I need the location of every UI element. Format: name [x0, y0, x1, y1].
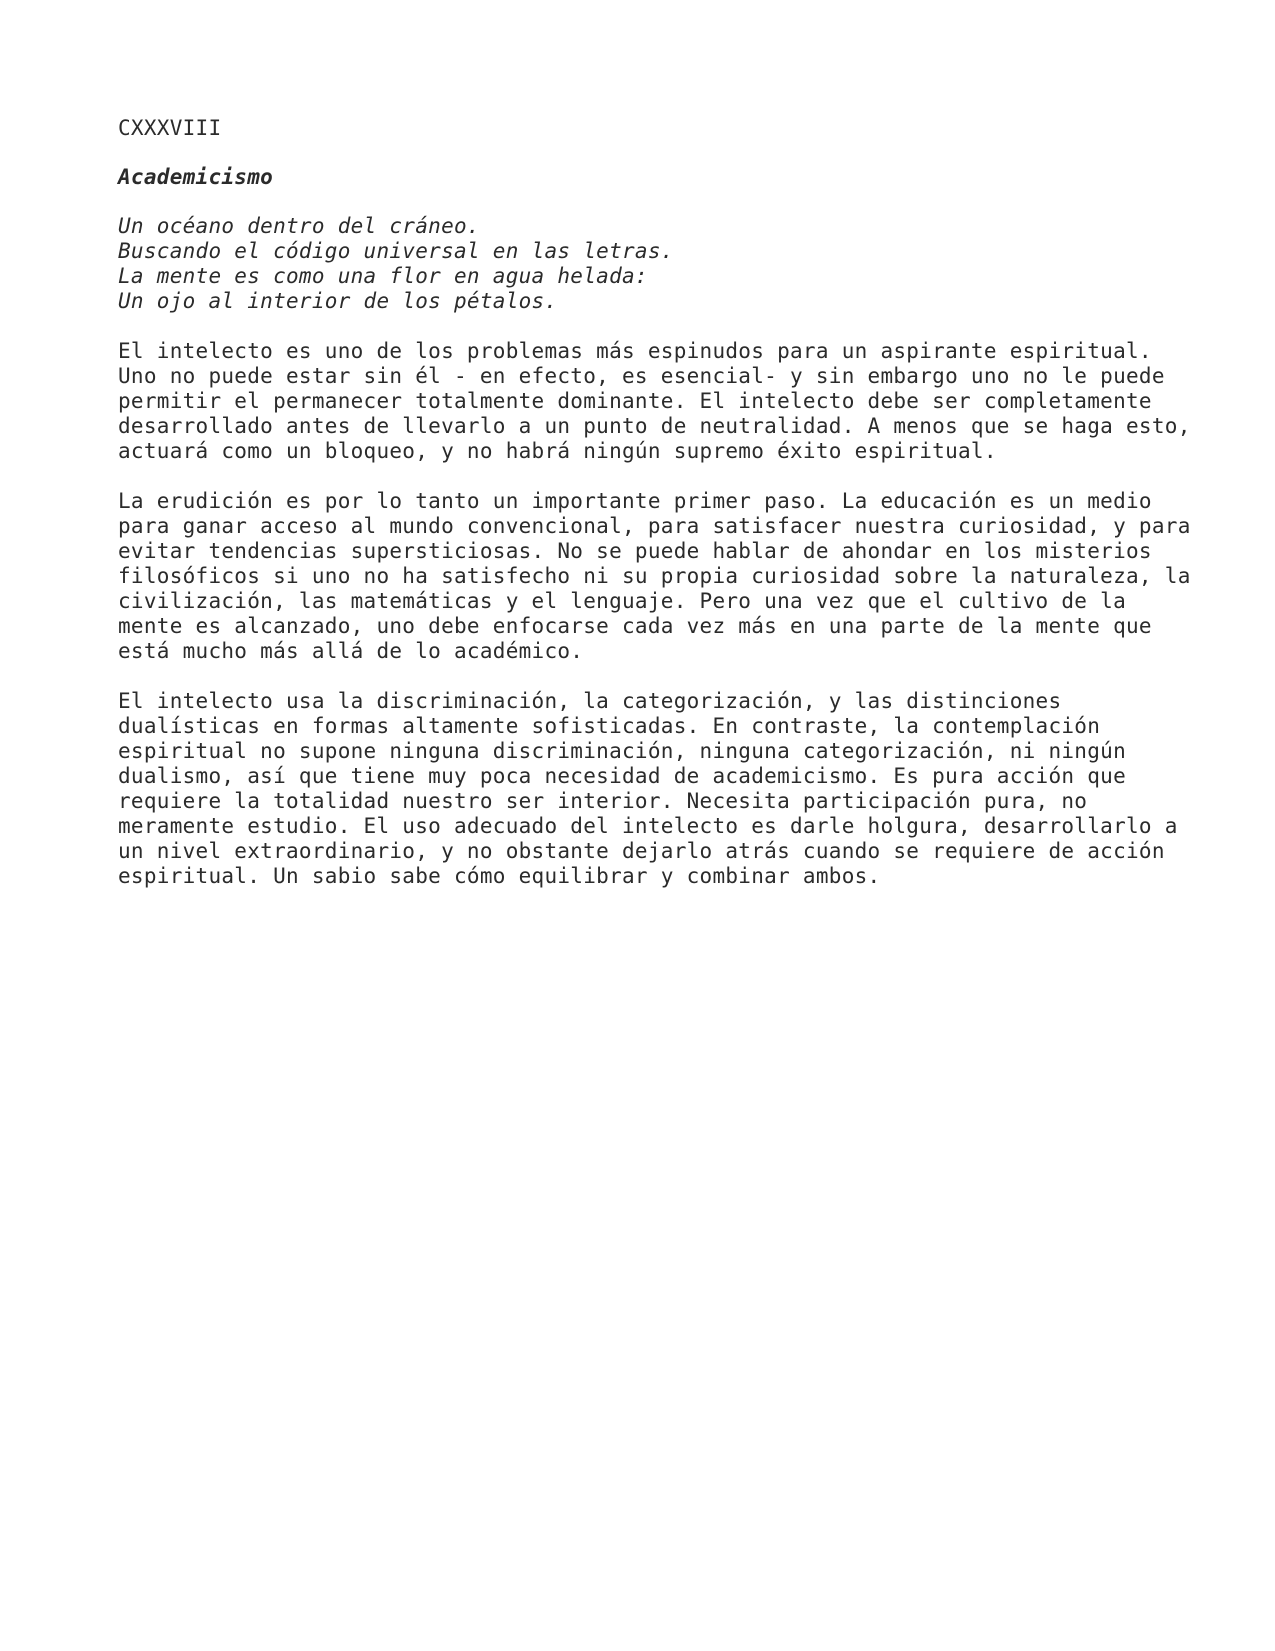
paragraph-line: un nivel extraordinario, y no obstante dejarlo atrás cuando se requiere de acción [118, 839, 1165, 863]
paragraph-line: requiere la totalidad nuestro ser interior. Necesita participación pura, no [118, 789, 1088, 813]
verse-line: La mente es como una flor en agua helada: [118, 264, 648, 288]
paragraph-line: desarrollado antes de llevarlo a un punto de neutralidad. A menos que se haga esto, [118, 414, 1191, 438]
paragraph-line: para ganar acceso al mundo convencional, para satisfacer nuestra curiosidad, y para [118, 514, 1191, 538]
paragraph-1 [118, 339, 1218, 464]
paragraph-line: El intelecto usa la discriminación, la categorización, y las distinciones [118, 689, 1062, 713]
verse-line: Un océano dentro del cráneo. [118, 214, 480, 238]
paragraph-line: está mucho más allá de lo académico. [118, 639, 584, 663]
paragraph-line: espiritual. Un sabio sabe cómo equilibrar y combinar ambos. [118, 864, 881, 888]
paragraph-line: evitar tendencias supersticiosas. No se puede hablar de ahondar en los misterios [118, 539, 1152, 563]
paragraph-line: espiritual no supone ninguna discriminación, ninguna categorización, ni ningún [118, 739, 1126, 763]
chapter-number: CXXXVIII [118, 116, 222, 140]
paragraph-line: civilización, las matemáticas y el lenguaje. Pero una vez que el cultivo de la [118, 589, 1126, 613]
paragraph-line: dualismo, así que tiene muy poca necesidad de academicismo. Es pura acción que [118, 764, 1126, 788]
paragraph-line: Uno no puede estar sin él - en efecto, es esencial- y sin embargo uno no le puede [118, 364, 1165, 388]
chapter-title: Academicismo [118, 165, 274, 189]
paragraph-line: mente es alcanzado, uno debe enfocarse cada vez más en una parte de la mente que [118, 614, 1152, 638]
paragraph-line: filosóficos si uno no ha satisfecho ni su propia curiosidad sobre la naturaleza, la [118, 564, 1191, 588]
paragraph-3 [118, 689, 1218, 889]
verse-line: Buscando el código universal en las letras. [118, 239, 674, 263]
paragraph-line: dualísticas en formas altamente sofisticadas. En contraste, la contemplación [118, 714, 1101, 738]
verse-line: Un ojo al interior de los pétalos. [118, 289, 558, 313]
paragraph-line: El intelecto es uno de los problemas más espinudos para un aspirante espiritual. [118, 339, 1152, 363]
paragraph-line: meramente estudio. El uso adecuado del intelecto es darle holgura, desarrollarlo a [118, 814, 1178, 838]
paragraph-line: actuará como un bloqueo, y no habrá ningún supremo éxito espiritual. [118, 439, 997, 463]
paragraph-2 [118, 489, 1218, 664]
epigraph-verse [118, 214, 1218, 314]
paragraph-line: La erudición es por lo tanto un importante primer paso. La educación es un medio [118, 489, 1152, 513]
document-page [118, 116, 1218, 914]
paragraph-line: permitir el permanecer totalmente dominante. El intelecto debe ser completamente [118, 389, 1152, 413]
